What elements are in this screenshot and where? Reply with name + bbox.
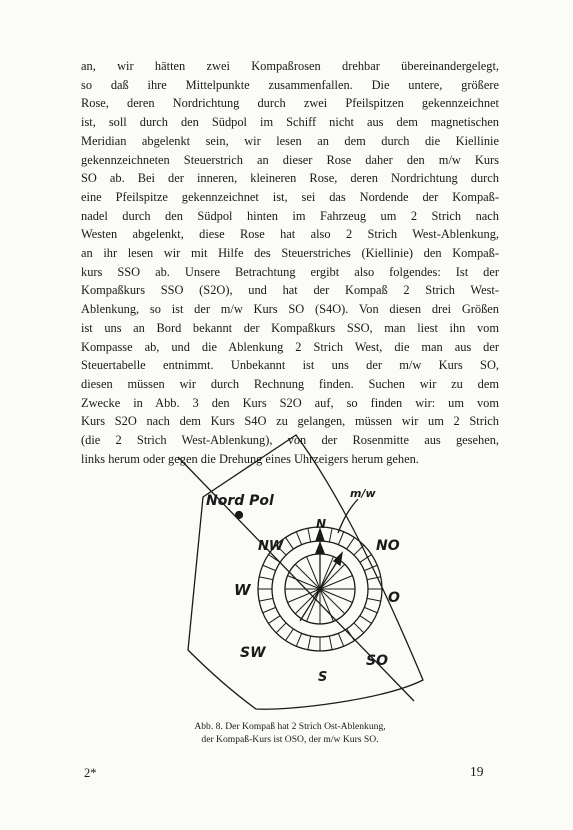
text-line: gekennzeichneten Steuerstrich an dieser Rose daher den m/w Kurs <box>81 152 499 167</box>
caption-line-1: Abb. 8. Der Kompaß hat 2 Strich Ost-Ablenkung, <box>194 721 386 732</box>
text-line: Westen abgelenkt, diese Rose hat also 2 Strich West-Ablenkung, <box>81 227 499 242</box>
mw-pointer <box>338 499 358 533</box>
outer-rose-tick <box>268 616 280 624</box>
text-line: Kompasse ab, und die Ablenkung 2 Strich West, die man aus der <box>81 339 499 354</box>
outer-rose-tick <box>276 623 286 633</box>
text-line: Steuertabelle entnimmt. Unbekannt ist uns der m/w Kurs SO, <box>81 358 499 373</box>
text-line: SO ab. Bei der inneren, kleineren Rose, deren Nordrichtung durch <box>81 171 499 186</box>
text-line: Meridian abgelenkt sein, wir lesen an dem durch die Kiellinie <box>81 133 499 148</box>
text-line: kurs SSO ab. Unsere Betrachtung ergibt also folgendes: Ist der <box>81 264 499 279</box>
outer-rose-tick <box>360 616 372 624</box>
text-line: an, wir hätten zwei Kompaßrosen drehbar übereinandergelegt, <box>81 59 499 73</box>
outer-rose-tick <box>347 629 355 641</box>
outer-rose-tick <box>286 629 294 641</box>
text-line: Rose, deren Nordrichtung durch zwei Pfeilspitzen gekennzeichnet <box>81 96 499 111</box>
outer-rose-tick <box>329 636 332 650</box>
text-line: diesen müssen wir durch Rechnung finden. Suchen wir zu dem <box>81 376 499 391</box>
signature-mark: 2* <box>84 766 97 780</box>
label-sw: SW <box>240 645 266 661</box>
compass-diagram <box>168 425 430 717</box>
outer-rose-tick <box>263 565 276 570</box>
outer-rose-tick <box>354 623 364 633</box>
text-line: Zwecke in Abb. 3 den Kurs S2O auf, so finden wir: um vom <box>81 395 499 410</box>
inner-north-arrowhead <box>334 553 342 565</box>
outer-rose-tick <box>329 528 332 542</box>
label-no: NO <box>376 538 400 554</box>
paragraph <box>81 57 499 468</box>
label-nw: NW <box>258 539 284 554</box>
text-line: Ablenkung, so ist der m/w Kurs SO (S4O). Von diesen drei Größen <box>81 302 499 317</box>
outer-rose-tick <box>367 598 381 601</box>
label-mw: m/w <box>350 487 376 500</box>
outer-rose-tick <box>263 607 276 612</box>
body-paragraph <box>81 57 499 468</box>
text-line: ist uns an Bord bekannt der Kompaßkurs SSO, man liest ihn vom <box>81 320 499 335</box>
outer-north-arrowhead-2 <box>316 543 324 553</box>
outer-rose-tick <box>364 607 377 612</box>
caption-line-2: der Kompaß-Kurs ist OSO, der m/w Kurs SO. <box>201 734 379 745</box>
label-so: SO <box>366 653 388 669</box>
inner-rose-ray <box>320 589 345 614</box>
outer-rose-tick <box>286 537 294 549</box>
outer-rose-tick <box>338 633 343 646</box>
outer-rose-tick <box>347 537 355 549</box>
text-line: an ihr lesen wir mit Hilfe des Steuerstriches (Kiellinie) den Kompaß- <box>81 246 499 261</box>
label-n: N <box>316 517 327 531</box>
compass-figure <box>168 425 430 717</box>
outer-rose-tick <box>296 532 301 545</box>
outer-rose-tick <box>296 633 301 646</box>
label-s: S <box>318 670 328 685</box>
inner-rose-ray <box>295 564 320 589</box>
figure-caption <box>100 720 480 746</box>
page-number: 19 <box>470 764 484 779</box>
text-line: ist, soll durch den Südpol im Schiff nicht aus dem magnetischen <box>81 115 499 130</box>
label-nord-pol: Nord Pol <box>206 493 274 509</box>
outer-rose-tick <box>259 598 273 601</box>
label-o: O <box>388 590 400 606</box>
text-line: Kompaßkurs SSO (S2O), und hat der Kompaß 2 Strich West- <box>81 283 499 298</box>
text-line: so daß ihre Mittelpunkte zusammenfallen. Die untere, größere <box>81 77 499 92</box>
inner-rose-ray <box>295 589 320 614</box>
text-line: links herum oder gegen die Drehung eines Uhrzeigers herum gehen. <box>81 451 419 466</box>
text-line: (die 2 Strich West-Ablenkung), von der Rosenmitte aus gesehen, <box>81 433 499 448</box>
text-line: nadel durch den Südpol hinten im Fahrzeug um 2 Strich nach <box>81 208 499 223</box>
outer-rose-tick <box>308 528 311 542</box>
outer-rose-tick <box>354 545 364 555</box>
outer-rose-tick <box>308 636 311 650</box>
outer-rose-tick <box>338 532 343 545</box>
inner-rose-ray <box>320 564 345 589</box>
label-w: W <box>234 581 251 599</box>
text-line: Kurs S2O nach dem Kurs S4O zu gelangen, müssen wir um 2 Strich <box>81 414 499 429</box>
nord-pol-dot <box>236 512 243 519</box>
outer-rose-tick <box>259 577 273 580</box>
outer-rose-tick <box>364 565 377 570</box>
text-line: eine Pfeilspitze gekennzeichnet ist, sei das Nordende der Kompaß- <box>81 189 499 204</box>
